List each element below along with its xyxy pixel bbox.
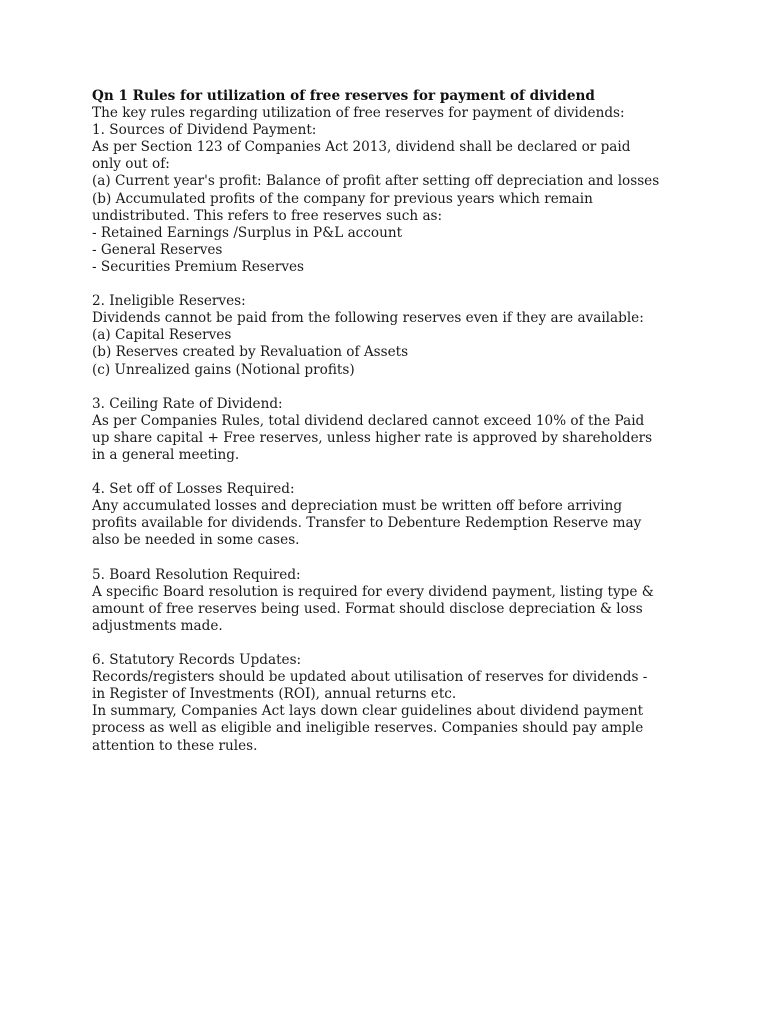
section-line: in Register of Investments (ROI), annual returns etc. xyxy=(92,686,457,703)
section-line: (a) Current year's profit: Balance of profit after setting off depreciation and losses xyxy=(92,173,660,190)
section-line: process as well as eligible and ineligible reserves. Companies should pay ample xyxy=(92,720,644,737)
section-line: also be needed in some cases. xyxy=(92,532,300,549)
document-intro: The key rules regarding utilization of free reserves for payment of dividends: xyxy=(92,105,625,122)
section-heading: 5. Board Resolution Required: xyxy=(92,566,301,583)
section-line: Records/registers should be updated about utilisation of reserves for dividends - xyxy=(92,669,648,686)
section-line: (c) Unrealized gains (Notional profits) xyxy=(92,361,355,378)
section-heading: 3. Ceiling Rate of Dividend: xyxy=(92,395,283,412)
section-line: As per Companies Rules, total dividend declared cannot exceed 10% of the Paid xyxy=(92,412,645,429)
paragraph-gap xyxy=(92,635,752,652)
paragraph-gap xyxy=(92,379,752,396)
section-line: only out of: xyxy=(92,156,170,173)
section-line: Dividends cannot be paid from the following reserves even if they are available: xyxy=(92,310,644,327)
section-line: adjustments made. xyxy=(92,617,223,634)
paragraph-gap xyxy=(92,276,752,293)
document-body xyxy=(92,88,752,755)
section-line: - Retained Earnings /Surplus in P&L account xyxy=(92,224,403,241)
section-line: up share capital + Free reserves, unless higher rate is approved by shareholders xyxy=(92,429,653,446)
section-heading: 2. Ineligible Reserves: xyxy=(92,293,246,310)
document-title: Qn 1 Rules for utilization of free reserves for payment of dividend xyxy=(92,88,595,104)
section-heading: 4. Set off of Losses Required: xyxy=(92,481,295,498)
section-line: profits available for dividends. Transfer to Debenture Redemption Reserve may xyxy=(92,515,642,532)
paragraph-gap xyxy=(92,464,752,481)
section-line: Any accumulated losses and depreciation must be written off before arriving xyxy=(92,498,623,515)
section-line: (b) Accumulated profits of the company for previous years which remain xyxy=(92,190,593,207)
section-line: As per Section 123 of Companies Act 2013, dividend shall be declared or paid xyxy=(92,139,631,156)
section-line: in a general meeting. xyxy=(92,446,240,463)
section-line: - Securities Premium Reserves xyxy=(92,258,305,275)
section-line: amount of free reserves being used. Format should disclose depreciation & loss xyxy=(92,600,643,617)
section-line: attention to these rules. xyxy=(92,737,258,754)
section-line: (b) Reserves created by Revaluation of Assets xyxy=(92,344,409,361)
section-line: (a) Capital Reserves xyxy=(92,327,232,344)
section-heading: 6. Statutory Records Updates: xyxy=(92,652,302,669)
section-line: undistributed. This refers to free reserves such as: xyxy=(92,207,443,224)
paragraph-gap xyxy=(92,550,752,567)
section-line: In summary, Companies Act lays down clear guidelines about dividend payment xyxy=(92,703,644,720)
section-line: - General Reserves xyxy=(92,241,223,258)
section-heading: 1. Sources of Dividend Payment: xyxy=(92,122,317,139)
section-line: A specific Board resolution is required for every dividend payment, listing type & xyxy=(92,583,654,600)
